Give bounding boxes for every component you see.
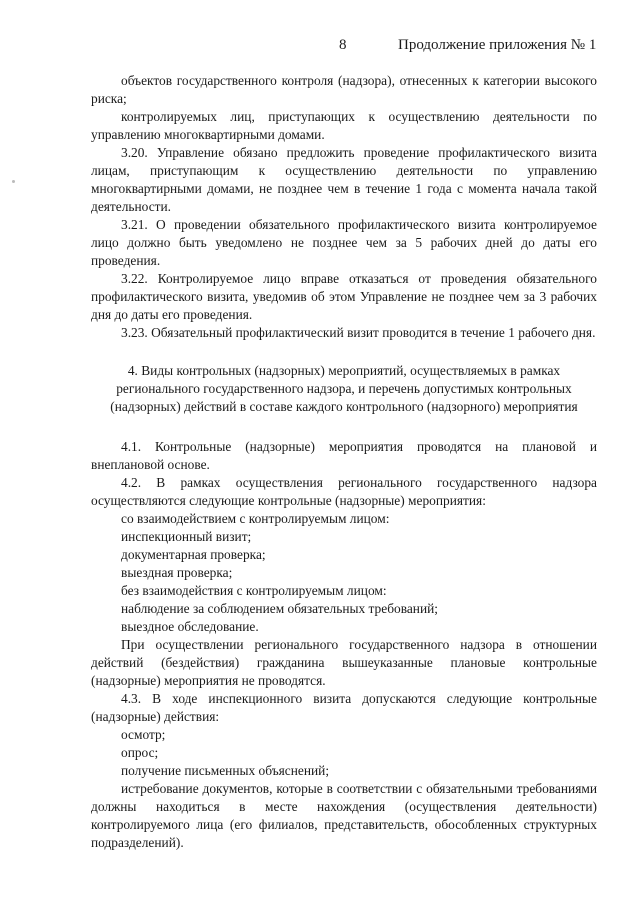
page-number: 8: [339, 37, 347, 53]
paragraph: без взаимодействия с контролируемым лицом:: [121, 583, 387, 598]
appendix-continuation-title: Продолжение приложения № 1: [398, 37, 597, 53]
paragraph: 3.23. Обязательный профилактический визит проводится в течение 1 рабочего дня.: [121, 325, 596, 340]
paragraph: документарная проверка;: [121, 547, 266, 562]
section-heading: 4. Виды контрольных (надзорных) мероприятий, осуществляемых в рамках регионального государственного надзора, и перечень допустимых контрольных (надзорных) действий в составе каждого контрольного (надзорного) мероприятия: [110, 363, 578, 414]
paragraph: объектов государственного контроля (надзора), отнесенных к категории высокого риска;: [91, 73, 597, 106]
paragraph: осмотр;: [121, 727, 166, 742]
paragraph: получение письменных объяснений;: [121, 763, 330, 778]
paragraph: со взаимодействием с контролируемым лицом:: [121, 511, 390, 526]
paragraph: истребование документов, которые в соответствии с обязательными требованиями должны находиться в месте нахождения (осуществления деятельности) контролируемого лица (его филиалов, представительств, обособленных структурных подразделений).: [91, 781, 597, 850]
paragraph: 3.21. О проведении обязательного профилактического визита контролируемое лицо должно быть уведомлено не позднее чем за 5 рабочих дней до даты его проведения.: [91, 217, 597, 268]
paragraph: выездная проверка;: [121, 565, 233, 580]
paragraph: выездное обследование.: [121, 619, 259, 634]
paragraph: наблюдение за соблюдением обязательных требований;: [121, 601, 439, 616]
paragraph: При осуществлении регионального государственного надзора в отношении действий (бездействия) гражданина вышеуказанные плановые контрольные (надзорные) мероприятия не проводятся.: [91, 637, 597, 688]
paragraph: инспекционный визит;: [121, 529, 252, 544]
paragraph: 4.3. В ходе инспекционного визита допускаются следующие контрольные (надзорные) действия:: [91, 691, 597, 724]
document-body: [91, 72, 597, 852]
paragraph: 4.1. Контрольные (надзорные) мероприятия проводятся на плановой и внеплановой основе.: [91, 439, 597, 472]
paragraph: 4.2. В рамках осуществления регионального государственного надзора осуществляются следующие контрольные (надзорные) мероприятия:: [91, 475, 597, 508]
scan-speck: [12, 180, 15, 183]
paragraph: опрос;: [121, 745, 159, 760]
paragraph: 3.20. Управление обязано предложить проведение профилактического визита лицам, приступающим к осуществлению деятельности по управлению многоквартирными домами, не позднее чем в течение 1 года с момента начала такой деятельности.: [91, 145, 597, 214]
paragraph: 3.22. Контролируемое лицо вправе отказаться от проведения обязательного профилактического визита, уведомив об этом Управление не позднее чем за 3 рабочих дня до даты его проведения.: [91, 271, 597, 322]
paragraph: контролируемых лиц, приступающих к осуществлению деятельности по управлению многоквартирными домами.: [91, 109, 597, 142]
